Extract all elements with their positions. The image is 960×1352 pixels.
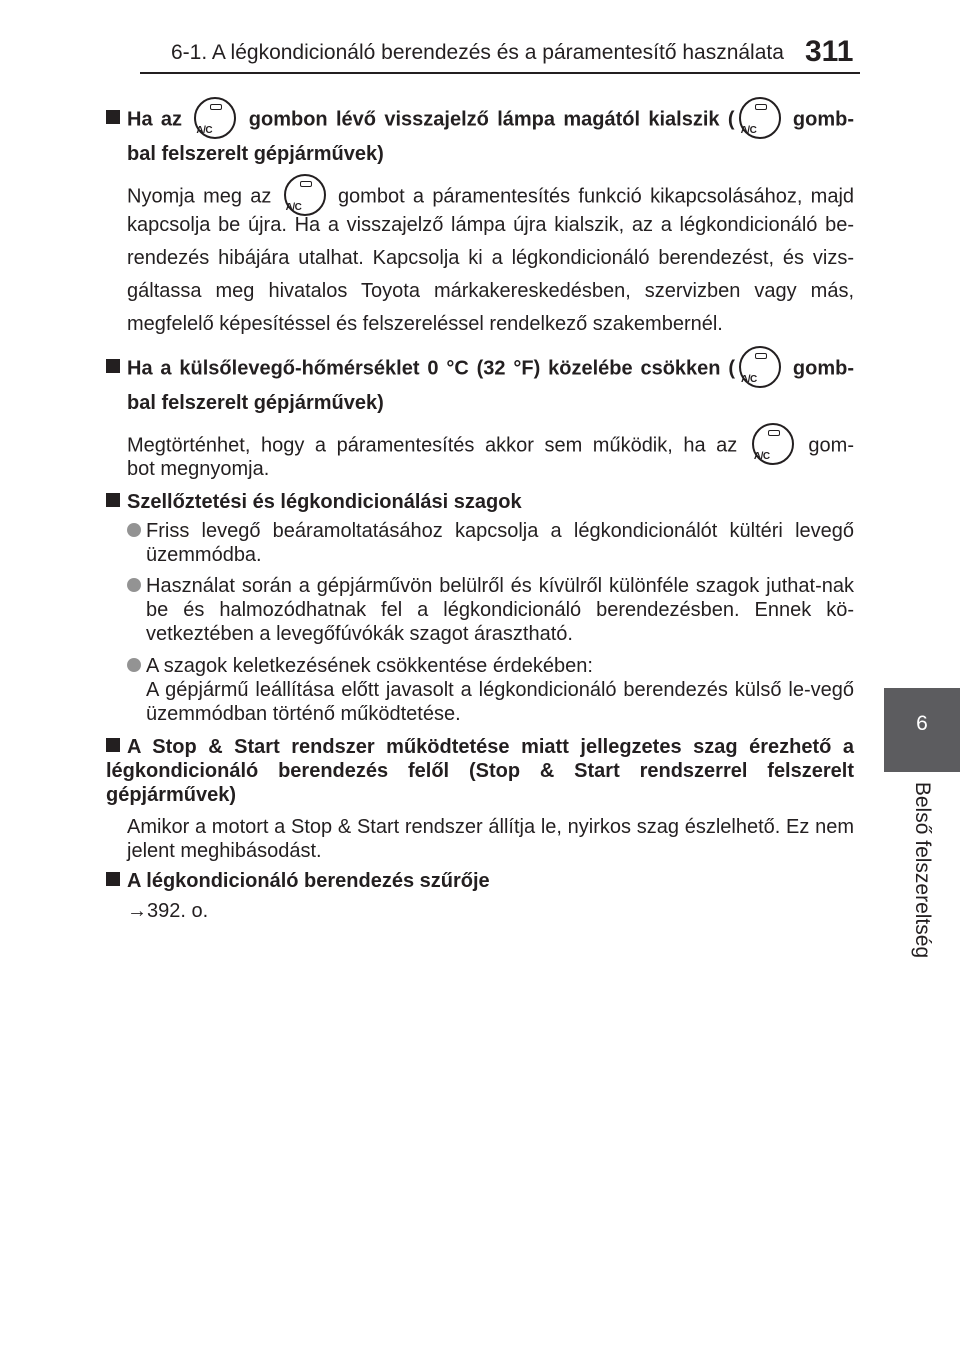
paragraph-body: kapcsolja be újra. Ha a visszajelző lámpa újra kialszik, az a légkondicionáló be-rendezés hibájára utalhat. Kapcsolja ki a légkondicionáló berendezést, és vizs-gáltassa meg hivatalos Toyota márkakereskedésben, szervizben vagy más, megfelelő képesítéssel és felszereléssel rendelkező szakembernél. (127, 214, 854, 335)
bullet-dot-icon (127, 658, 141, 672)
section-heading: A légkondicionáló berendezés szűrője (106, 868, 854, 894)
section-title: 6-1. A légkondicionáló berendezés és a páramentesítő használata (171, 41, 784, 64)
paragraph: Megtörténhet, hogy a páramentesítés akkor sem működik, ha az A/C gom- (127, 425, 854, 467)
square-bullet-icon (106, 493, 120, 507)
section-heading: Ha a külsőlevegő-hőmérséklet 0 °C (32 °F) közelébe csökken ( A/C gomb- (106, 348, 854, 390)
page-number: 311 (805, 35, 854, 68)
page-header (0, 0, 960, 80)
chapter-tab (884, 688, 960, 772)
chapter-number: 6 (916, 712, 928, 735)
ac-button-icon: A/C (284, 174, 326, 216)
ac-button-icon: A/C (739, 346, 781, 388)
square-bullet-icon (106, 110, 120, 124)
header-rule (140, 72, 860, 74)
section-heading-cont: bal felszerelt gépjárművek) (127, 392, 384, 414)
bullet-item: Használat során a gépjárművön belülről és kívülről különféle szagok juthat-nak be és halmozódhatnak fel a légkondicionáló berendezésben. Ennek kö-vetkeztében a levegőfúvókák szagot árasztható. (127, 574, 854, 646)
page-reference: →392. o. (127, 900, 209, 922)
section-heading: Ha az A/C gombon lévő visszajelző lámpa magától kialszik ( A/C gomb- (106, 99, 854, 141)
ac-button-icon: A/C (194, 97, 236, 139)
bullet-item: Friss levegő beáramoltatásához kapcsolja a légkondicionálót kültéri levegő üzemmódba. (127, 519, 854, 567)
bullet-dot-icon (127, 523, 141, 537)
chapter-label: Belső felszereltség (911, 781, 934, 959)
ac-button-icon: A/C (739, 97, 781, 139)
paragraph: Nyomja meg az A/C gombot a páramentesítés funkció kikapcsolásához, majd (127, 176, 854, 218)
ac-button-icon: A/C (752, 423, 794, 465)
bullet-dot-icon (127, 578, 141, 592)
square-bullet-icon (106, 359, 120, 373)
section-heading: Szellőztetési és légkondicionálási szagok (106, 489, 854, 515)
square-bullet-icon (106, 738, 120, 752)
bullet-item: A szagok keletkezésének csökkentése érdekében: A gépjármű leállítása előtt javasolt a légkondicionáló berendezés külső le-vegő üzemmódban történő működtetése. (127, 654, 854, 726)
square-bullet-icon (106, 872, 120, 886)
section-heading-cont: bal felszerelt gépjárművek) (127, 143, 384, 165)
paragraph-body: bot megnyomja. (127, 458, 270, 480)
section-heading: A Stop & Start rendszer működtetése miatt jellegzetes szag érezhető a légkondicionáló berendezés felől (Stop & Start rendszerrel felszerelt gépjárművek) (106, 736, 854, 806)
paragraph: Amikor a motort a Stop & Start rendszer állítja le, nyirkos szag észlelhető. Ez nem jelent meghibásodást. (127, 816, 854, 862)
